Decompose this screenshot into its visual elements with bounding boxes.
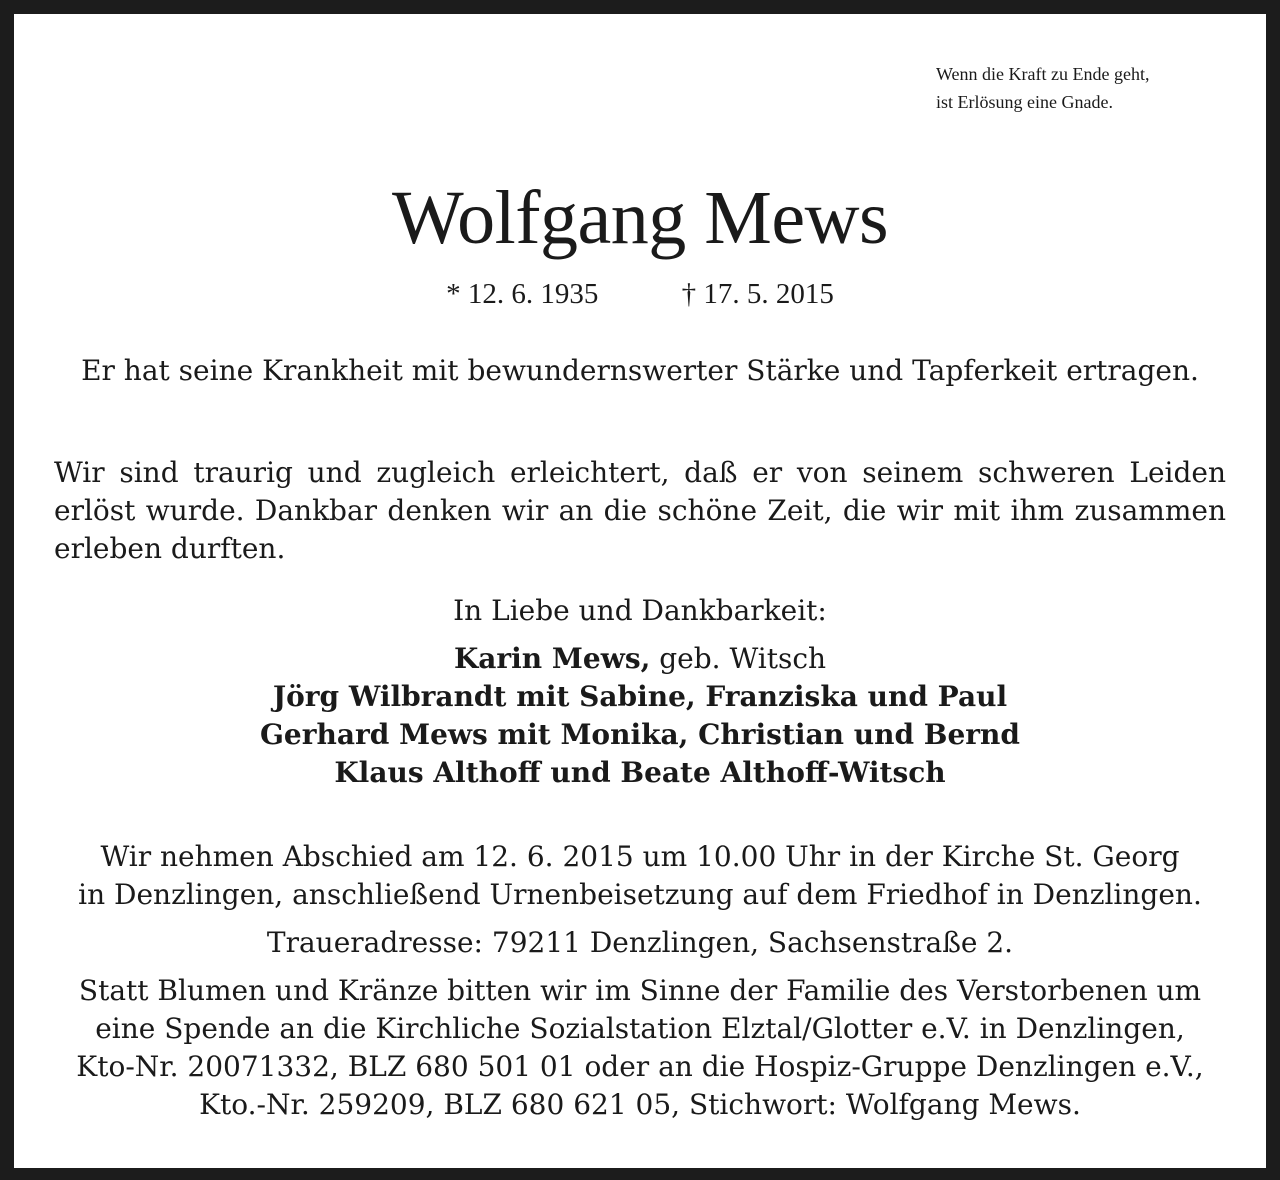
mourner-maiden-name: geb. Witsch [650,642,827,675]
donation-notice [0,972,1280,1124]
life-dates [0,276,1280,312]
motto-line: Wenn die Kraft zu Ende geht, [936,64,1150,84]
mourning-address: Traueradresse: 79211 Denzlingen, Sachsenstraße 2. [266,926,1014,959]
donation-line: Kto.-Nr. 259209, BLZ 680 621 05, Stichwort: Wolfgang Mews. [199,1088,1081,1121]
donation-line: Statt Blumen und Kränze bitten wir im Sinne der Familie des Verstorbenen um [78,974,1202,1007]
donation-line: eine Spende an die Kirchliche Sozialstation Elztal/Glotter e.V. in Denzlingen, [95,1012,1185,1045]
farewell-notice [0,838,1280,914]
lead-sentence: Er hat seine Krankheit mit bewundernswerter Stärke und Tapferkeit ertragen. [81,354,1199,387]
donation-line: Kto-Nr. 20071332, BLZ 680 501 01 oder an die Hospiz-Gruppe Denzlingen e.V., [76,1050,1204,1083]
mourners-list [0,640,1280,792]
deceased-name: Wolfgang Mews [391,176,889,260]
farewell-line: Wir nehmen Abschied am 12. 6. 2015 um 10.00 Uhr in der Kirche St. Georg [100,840,1180,873]
farewell-line: in Denzlingen, anschließend Urnenbeisetzung auf dem Friedhof in Denzlingen. [78,878,1202,911]
motto-line: ist Erlösung eine Gnade. [936,92,1113,112]
mourner-line: Gerhard Mews mit Monika, Christian und Bernd [260,718,1020,751]
mourner-line: Jörg Wilbrandt mit Sabine, Franziska und Paul [272,680,1008,713]
message-paragraph: Wir sind traurig und zugleich erleichtert, daß er von seinem schweren Leiden erlöst wurde. Dankbar denken wir an die schöne Zeit, die wir mit ihm zusammen erleben durften. [54,456,1226,565]
birth-date: * 12. 6. 1935 [446,278,599,310]
signoff-line: In Liebe und Dankbarkeit: [453,594,827,627]
mourner-name: Karin Mews, [453,642,651,675]
death-date: † 17. 5. 2015 [681,278,834,310]
mourner-line: Klaus Althoff und Beate Althoff-Witsch [334,756,946,789]
motto-quote [936,60,1149,116]
mourner-line [0,640,1280,678]
